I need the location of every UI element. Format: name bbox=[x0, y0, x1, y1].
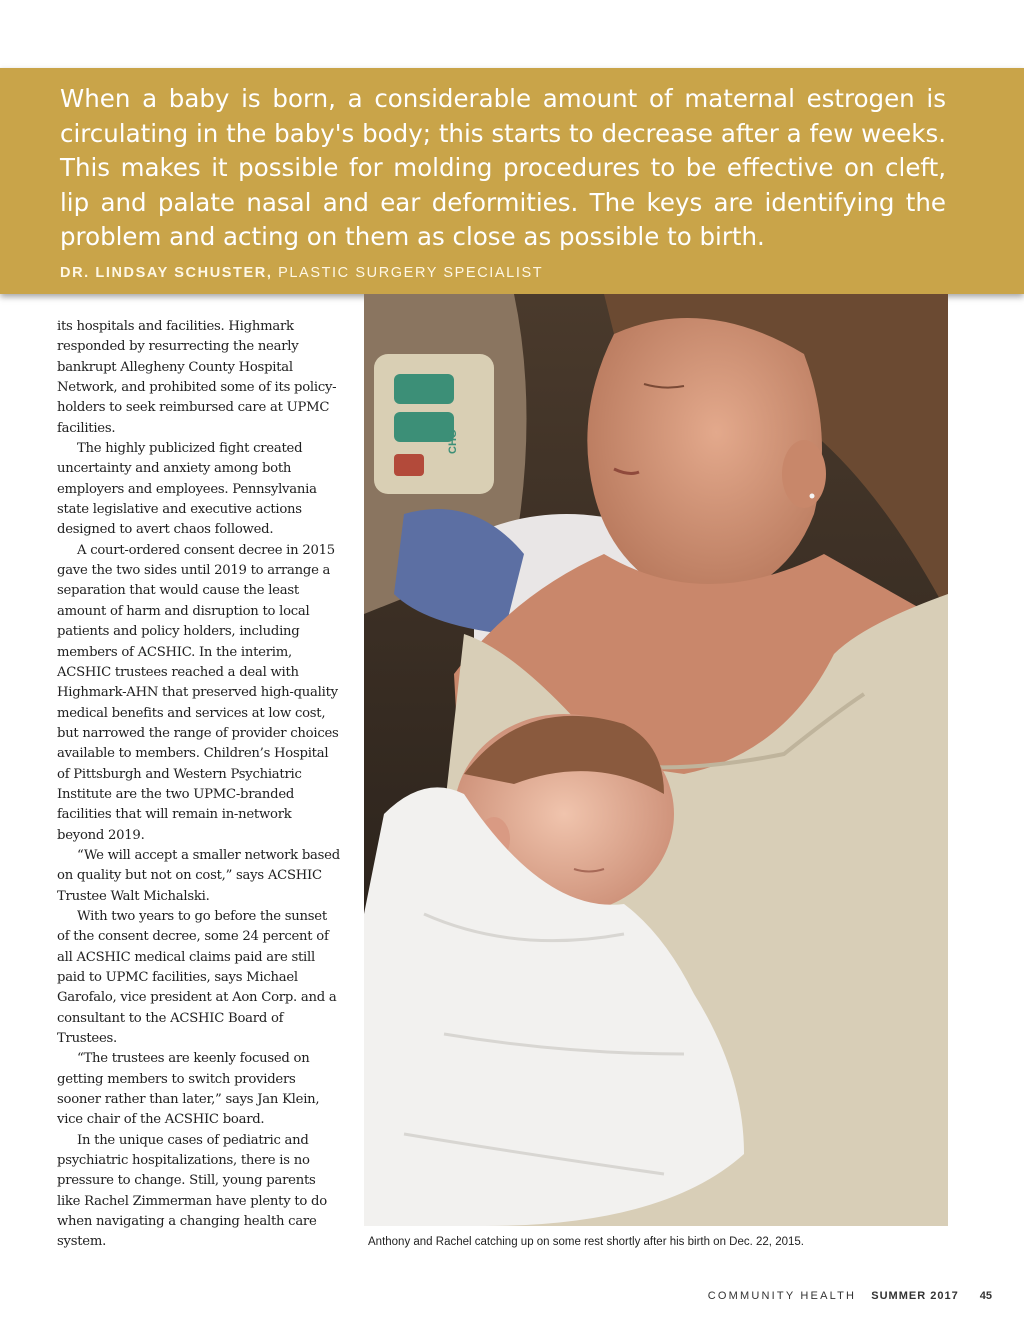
publication-name: COMMUNITY HEALTH bbox=[707, 1290, 857, 1302]
article-paragraph: The highly publicized fight created uncertainty and anxiety among both employers and employees. Pennsylvania state legislative and executive actions designed to avert chaos followed. bbox=[57, 441, 317, 538]
article-paragraph: In the unique cases of pediatric and psychiatric hospitalizations, there is no pressure to change. Still, young parents like Rachel Zimmerman have plenty to do when navigating a changing health care system. bbox=[57, 1132, 327, 1250]
photo-illustration bbox=[364, 294, 948, 1226]
pull-quote-text: When a baby is born, a considerable amount of maternal estrogen is circulating in the baby's body; this starts to decrease after a few weeks. This makes it possible for molding procedures to be effective on cleft, lip and palate nasal and ear deformities. The keys are identifying the problem and acting on them as close as possible to birth. bbox=[60, 84, 946, 251]
pull-quote-attribution bbox=[60, 265, 946, 281]
mother-and-newborn-photo bbox=[364, 294, 948, 1226]
panel-label: CHG bbox=[447, 429, 459, 454]
page-folio bbox=[708, 1290, 992, 1302]
article-paragraph: “We will accept a smaller network based on quality but not on cost,” says ACSHIC Trustee Walt Michalski. bbox=[57, 847, 340, 904]
page-number: 45 bbox=[979, 1290, 992, 1302]
article-paragraph: “The trustees are keenly focused on getting members to switch providers sooner rather than later,” says Jan Klein, vice chair of the ACSHIC board. bbox=[57, 1051, 320, 1128]
photo-caption: Anthony and Rachel catching up on some rest shortly after his birth on Dec. 22, 2015. bbox=[368, 1236, 804, 1248]
attribution-name: DR. LINDSAY SCHUSTER, bbox=[60, 264, 273, 281]
issue-date: SUMMER 2017 bbox=[871, 1290, 959, 1302]
article-paragraph: its hospitals and facilities. Highmark responded by resurrecting the nearly bankrupt Allegheny County Hospital Network, and prohibited some of its policy-holders to seek reimbursed care at UPMC facilities. bbox=[57, 319, 337, 436]
article-body-column bbox=[57, 317, 342, 1253]
article-paragraph: With two years to go before the sunset of the consent decree, some 24 percent of all ACSHIC medical claims paid are still paid to UPMC facilities, says Michael Garofalo, vice president at Aon Corp. and a consultant to the ACSHIC Board of Trustees. bbox=[57, 908, 337, 1047]
attribution-title: PLASTIC SURGERY SPECIALIST bbox=[278, 264, 544, 281]
pull-quote-band bbox=[0, 68, 1024, 294]
article-paragraph: A court-ordered consent decree in 2015 gave the two sides until 2019 to arrange a separation that would cause the least amount of harm and disruption to local patients and policy holders, including members of ACSHIC. In the interim, ACSHIC trustees reached a deal with Highmark-AHN that preserved high-quality medical benefits and services at low cost, but narrowed the range of provider choices available to members. Children’s Hospital of Pittsburgh and Western Psychiatric Institute are the two UPMC-branded facilities that will remain in-network beyond 2019. bbox=[57, 542, 339, 843]
